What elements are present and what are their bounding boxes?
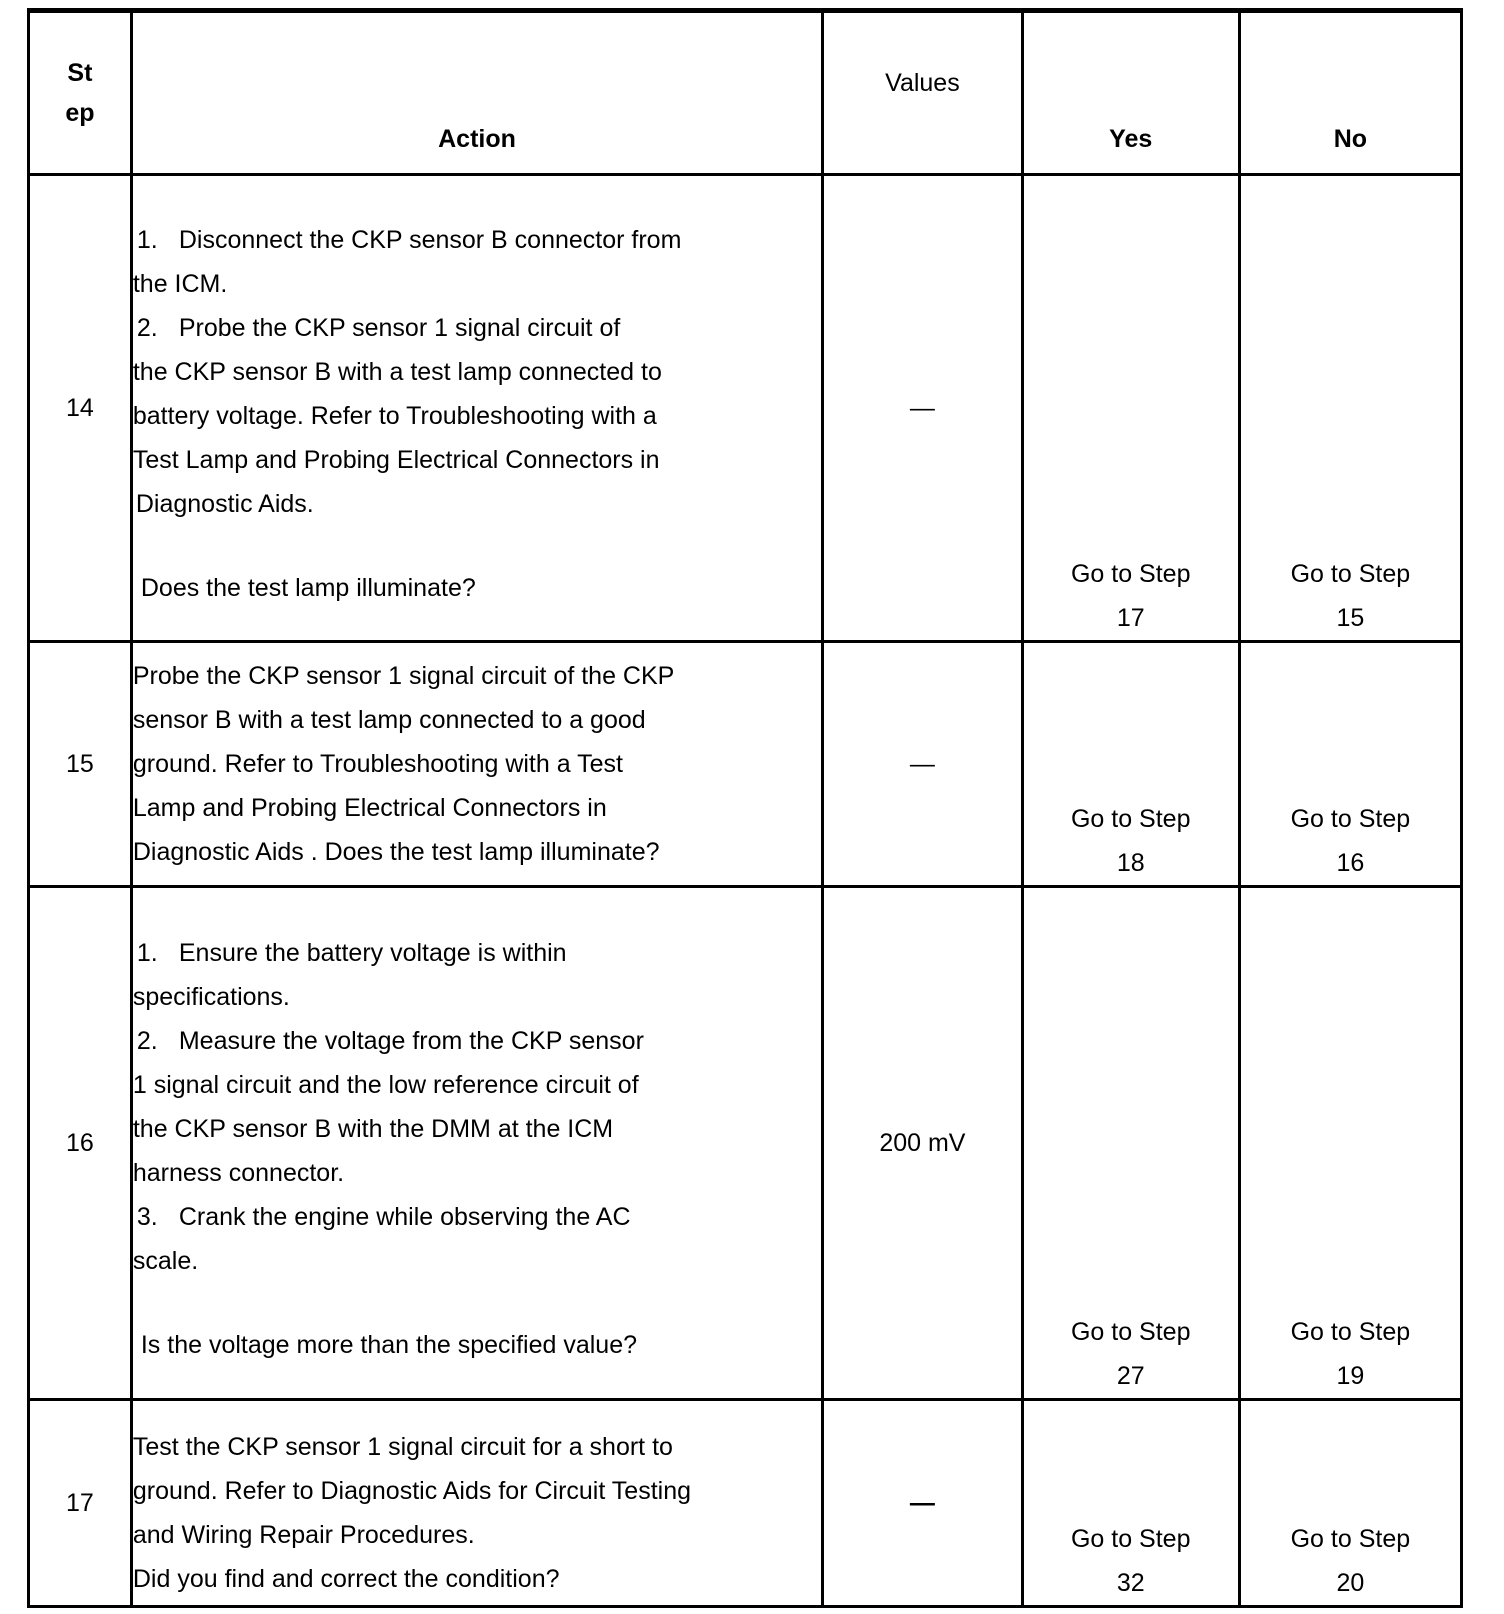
action-line: Lamp and Probing Electrical Connectors in (132, 794, 607, 822)
no-goto-step: 19 (1336, 1362, 1365, 1390)
values-cell: 200 mV (823, 887, 1023, 1400)
yes-cell (1022, 642, 1239, 887)
no-goto-step: 20 (1336, 1569, 1365, 1597)
no-goto-step: 15 (1336, 604, 1365, 632)
table-row-step-16 (29, 887, 1462, 1400)
list-number: 1. (136, 226, 158, 254)
yes-goto-step: 32 (1116, 1569, 1145, 1597)
action-line: the CKP sensor B with the DMM at the ICM (132, 1115, 614, 1143)
empty-value-dash: — (909, 750, 935, 778)
diagnostic-table (27, 8, 1463, 1608)
table-row-step-14 (29, 175, 1462, 642)
header-no: No (1239, 11, 1461, 175)
no-cell (1239, 1400, 1461, 1607)
step-number: 17 (29, 1400, 132, 1607)
action-cell (131, 1400, 822, 1607)
table-row-step-15 (29, 642, 1462, 887)
action-line: the ICM. (132, 270, 228, 298)
values-cell (823, 175, 1023, 642)
step-number: 14 (29, 175, 132, 642)
action-line: 3. Crank the engine while observing the AC (133, 1195, 821, 1239)
list-number: 2. (136, 314, 158, 342)
yes-goto-label: Go to Step (1070, 1525, 1191, 1553)
yes-goto-label: Go to Step (1070, 560, 1191, 588)
list-number: 2. (136, 1027, 158, 1055)
no-goto-label: Go to Step (1290, 1318, 1411, 1346)
no-goto-step: 16 (1336, 849, 1365, 877)
header-step-line1: St (67, 59, 93, 87)
step-number: 16 (29, 887, 132, 1400)
no-cell (1239, 887, 1461, 1400)
header-values: Values (823, 11, 1023, 175)
action-question: Is the voltage more than the specified value? (140, 1331, 638, 1359)
action-line: Did you find and correct the condition? (132, 1565, 560, 1593)
yes-goto-label: Go to Step (1070, 805, 1191, 833)
diagnostic-table-container (27, 8, 1463, 1604)
values-cell (823, 642, 1023, 887)
action-line: and Wiring Repair Procedures. (132, 1521, 475, 1549)
yes-goto-step: 18 (1116, 849, 1145, 877)
action-line: specifications. (132, 983, 290, 1011)
list-number: 3. (136, 1203, 158, 1231)
action-line: harness connector. (132, 1159, 345, 1187)
action-line: the CKP sensor B with a test lamp connected to (132, 358, 662, 386)
yes-cell (1022, 175, 1239, 642)
yes-cell (1022, 887, 1239, 1400)
no-goto-label: Go to Step (1290, 805, 1411, 833)
action-line: Test Lamp and Probing Electrical Connectors in (132, 446, 660, 474)
values-cell (823, 1400, 1023, 1607)
action-cell (131, 175, 822, 642)
action-line: battery voltage. Refer to Troubleshooting with a (132, 402, 657, 430)
table-header-row (29, 11, 1462, 175)
empty-value-dash: — (909, 394, 935, 422)
yes-goto-label: Go to Step (1070, 1318, 1191, 1346)
yes-goto-step: 27 (1116, 1362, 1145, 1390)
no-goto-label: Go to Step (1290, 560, 1411, 588)
header-step-line2: ep (65, 99, 95, 127)
action-line: Diagnostic Aids . Does the test lamp illuminate? (132, 838, 660, 866)
action-line: ground. Refer to Diagnostic Aids for Circuit Testing (132, 1477, 692, 1505)
action-line: 1 signal circuit and the low reference circuit of (132, 1071, 639, 1099)
action-line: sensor B with a test lamp connected to a good (132, 706, 646, 734)
header-step (29, 11, 132, 175)
action-line: Diagnostic Aids. (135, 490, 314, 518)
table-row-step-17 (29, 1400, 1462, 1607)
empty-value-dash: — (909, 1489, 935, 1517)
list-number: 1. (136, 939, 158, 967)
no-goto-label: Go to Step (1290, 1525, 1411, 1553)
action-line: scale. (132, 1247, 199, 1275)
no-cell (1239, 175, 1461, 642)
action-line: Probe the CKP sensor 1 signal circuit of the CKP (132, 662, 675, 690)
action-line: 1. Disconnect the CKP sensor B connector from (133, 218, 821, 262)
action-line: ground. Refer to Troubleshooting with a Test (132, 750, 623, 778)
action-cell (131, 642, 822, 887)
yes-cell (1022, 1400, 1239, 1607)
action-cell (131, 887, 822, 1400)
action-line: 2. Measure the voltage from the CKP sensor (133, 1019, 821, 1063)
no-cell (1239, 642, 1461, 887)
step-number: 15 (29, 642, 132, 887)
header-yes: Yes (1022, 11, 1239, 175)
yes-goto-step: 17 (1116, 604, 1145, 632)
action-line: 1. Ensure the battery voltage is within (133, 931, 821, 975)
action-line: Test the CKP sensor 1 signal circuit for a short to (132, 1433, 673, 1461)
action-question: Does the test lamp illuminate? (140, 574, 476, 602)
action-line: 2. Probe the CKP sensor 1 signal circuit of (133, 306, 821, 350)
header-action: Action (131, 11, 822, 175)
